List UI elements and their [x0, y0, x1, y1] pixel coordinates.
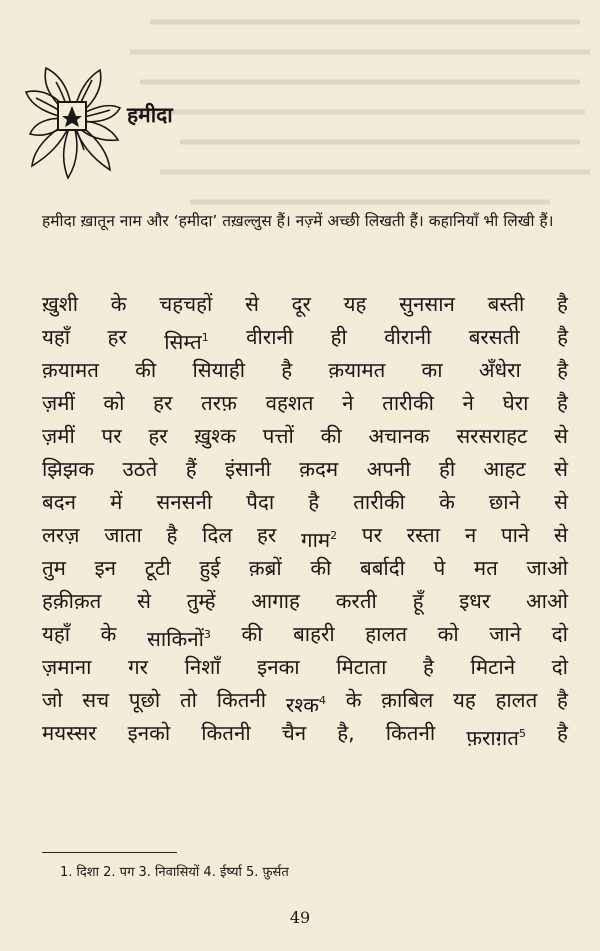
poem-word: दो: [551, 622, 568, 646]
poem-word: पूछो: [128, 688, 161, 712]
poem-word: हर: [153, 391, 173, 415]
poem-word: की: [310, 556, 332, 580]
poem-line: [42, 552, 568, 585]
poem-line: [42, 717, 568, 750]
poem-word: ख़ुशी: [42, 292, 79, 316]
poem-word: है: [557, 358, 568, 382]
poem-word: है: [557, 391, 568, 415]
poem-word: सरसराहट: [456, 424, 528, 448]
poem-word: है: [556, 688, 568, 712]
poem-word: को: [103, 391, 125, 415]
footnote-marker: 2: [330, 529, 338, 542]
poet-introduction: हमीदा ख़ातून नाम और ‘हमीदा’ तख़ल्लुस हैं। नज़्में अच्छी लिखती हैं। कहानियाँ भी लिखी हैं।: [42, 212, 554, 230]
poem-line: [42, 519, 568, 552]
poem-word: ने: [342, 391, 354, 415]
poem-word: यहाँ: [42, 622, 71, 646]
poem-word: यह: [452, 688, 476, 712]
poem-word: दिल: [202, 523, 233, 547]
poem-word: के: [100, 622, 117, 646]
poem-line: [42, 453, 568, 486]
poem-word: यह: [343, 292, 367, 316]
poem-word: निशाँ: [184, 655, 221, 679]
poem-word: वीरानी: [384, 325, 432, 349]
poem-word: बदन: [42, 490, 76, 514]
poem-word: क़ाबिल: [381, 688, 434, 712]
footnote-marker: 4: [319, 694, 327, 707]
poet-name-heading: हमीदा: [127, 103, 173, 127]
poem-word: पर: [361, 523, 382, 547]
poem-word: ज़मीं: [42, 391, 75, 415]
poem-word: मयस्सर: [42, 721, 97, 745]
show-through-lines: [120, 0, 590, 240]
poem-word: मत: [473, 556, 498, 580]
poem-word: दूर: [291, 292, 311, 316]
poem-word: न: [464, 523, 477, 547]
poem-word: कितनी: [216, 688, 267, 712]
poem-word: रश्क$^4$: [285, 692, 327, 717]
poem-word: यहाँ: [42, 325, 71, 349]
poem-word: जाओ: [526, 556, 568, 580]
poem-word: जो: [42, 688, 63, 712]
poem-word: सच: [82, 688, 110, 712]
poem-word: कितनी: [385, 721, 436, 745]
poem-word: है: [557, 325, 568, 349]
poem-line: [42, 486, 568, 519]
poem-word: चहचहों: [159, 292, 213, 316]
poem-line: [42, 387, 568, 420]
poem-word: इनका: [257, 655, 300, 679]
poem-word: वीरानी: [246, 325, 294, 349]
poem-word: गर: [128, 655, 148, 679]
poem-word: क़यामत: [328, 358, 386, 382]
poem-word: हर: [148, 424, 168, 448]
poem-word: पर: [101, 424, 122, 448]
poem-word: की: [320, 424, 342, 448]
poem-word: है: [557, 292, 568, 316]
poem-word: बरसती: [468, 325, 520, 349]
footnotes: 1. दिशा 2. पग 3. निवासियों 4. ईर्ष्या 5. फ़ुर्सत: [60, 865, 289, 880]
poem-word: छाने: [488, 490, 520, 514]
poem-word: पे: [433, 556, 446, 580]
poem-word: ने: [462, 391, 474, 415]
poem-word: झिझक: [42, 457, 95, 481]
poem-word: का: [421, 358, 443, 382]
poem-word: घेरा: [502, 391, 529, 415]
poem-word: अपनी: [366, 457, 411, 481]
poem-line: [42, 354, 568, 387]
poem-word: है: [423, 655, 434, 679]
footnote-marker: 5: [518, 727, 526, 740]
poem-word: हालत: [365, 622, 408, 646]
poem-word: ज़मीं: [42, 424, 75, 448]
poem-word: सिम्त$^1$: [164, 329, 209, 354]
poem-word: सनसनी: [156, 490, 213, 514]
poem-word: तारीकी: [382, 391, 434, 415]
poem-word: तो: [179, 688, 197, 712]
poem-word: टूटी: [144, 556, 171, 580]
poem-word: पैदा: [246, 490, 275, 514]
poem-word: गाम$^2$: [301, 527, 338, 552]
poem-word: है: [308, 490, 320, 514]
poem-line: [42, 651, 568, 684]
poem-word: की: [135, 358, 157, 382]
poem-word: ही: [330, 325, 347, 349]
poem-word: ही: [438, 457, 456, 481]
poem-word: लरज़: [42, 523, 80, 547]
poem-word: उठते: [122, 457, 158, 481]
poem-word: से: [554, 490, 568, 514]
footnote-rule: [42, 852, 177, 853]
poem-word: दो: [551, 655, 568, 679]
poem-word: के: [439, 490, 455, 514]
poem-word: जाने: [489, 622, 522, 646]
poem-word: पत्तों: [262, 424, 294, 448]
poem-word: है: [281, 358, 293, 382]
poem-word: वहशत: [265, 391, 314, 415]
poem-word: की: [241, 622, 263, 646]
poem-word: ख़ुश्क: [194, 424, 236, 448]
poem-word: हालत: [495, 688, 538, 712]
poem-line: [42, 618, 568, 651]
poem-word: आहट: [483, 457, 526, 481]
poem-word: को: [437, 622, 459, 646]
poem-word: से: [554, 457, 568, 481]
show-through-text: [120, 0, 590, 240]
poem-word: तरफ़: [201, 391, 237, 415]
poem-word: आगाह: [251, 589, 300, 613]
poem-word: से: [137, 589, 151, 613]
poem-word: आओ: [526, 589, 568, 613]
poem-word: है: [557, 721, 568, 745]
poem-word: से: [554, 523, 568, 547]
poem-word: हक़ीक़त: [42, 589, 102, 613]
poem-word: है,: [337, 721, 355, 745]
poem-line: [42, 321, 568, 354]
poem-word: फ़राग़त$^5$: [466, 725, 526, 750]
poem-word: तुम: [42, 556, 66, 580]
poem-word: क़ब्रों: [248, 556, 282, 580]
poem-word: से: [245, 292, 259, 316]
poem-word: सुनसान: [399, 292, 455, 316]
poem-body: [42, 288, 568, 750]
poem-word: इन: [94, 556, 117, 580]
poem-word: हर: [257, 523, 277, 547]
poem-word: बर्बादी: [360, 556, 405, 580]
poem-word: हुई: [199, 556, 221, 580]
poem-word: मिटाता: [336, 655, 387, 679]
poem-word: तुम्हें: [186, 589, 216, 613]
poem-word: हर: [107, 325, 127, 349]
poem-word: में: [110, 490, 123, 514]
poem-word: हूँ: [412, 589, 424, 613]
poem-word: चैन: [281, 721, 307, 745]
poem-line: [42, 684, 568, 717]
poem-word: मिटाने: [470, 655, 516, 679]
poem-word: से: [554, 424, 568, 448]
footnote-marker: 1: [201, 331, 209, 344]
poem-word: अचानक: [368, 424, 430, 448]
poem-word: तारीकी: [353, 490, 405, 514]
footnote-marker: 3: [203, 628, 211, 641]
page-number: 49: [289, 908, 311, 927]
poem-word: क़दम: [299, 457, 339, 481]
poem-word: जाता: [104, 523, 142, 547]
poem-word: अँधेरा: [478, 358, 521, 382]
poem-word: के: [110, 292, 127, 316]
poem-word: सियाही: [192, 358, 246, 382]
poem-line: [42, 288, 568, 321]
poem-word: है: [166, 523, 178, 547]
poem-word: ज़माना: [42, 655, 92, 679]
poem-word: करती: [335, 589, 377, 613]
lotus-ornament-icon: [22, 58, 122, 182]
poem-word: पाने: [500, 523, 530, 547]
poem-word: इंसानी: [224, 457, 271, 481]
poem-word: बस्ती: [487, 292, 525, 316]
poem-word: साकिनों$^3$: [146, 626, 211, 651]
poem-word: इनको: [127, 721, 171, 745]
poem-word: हैं: [185, 457, 197, 481]
poem-word: के: [345, 688, 362, 712]
poem-word: क़यामत: [42, 358, 99, 382]
poem-line: [42, 420, 568, 453]
poem-word: रस्ता: [406, 523, 441, 547]
poem-word: बाहरी: [293, 622, 335, 646]
poem-word: कितनी: [201, 721, 251, 745]
poem-word: इधर: [459, 589, 491, 613]
poem-line: [42, 585, 568, 618]
